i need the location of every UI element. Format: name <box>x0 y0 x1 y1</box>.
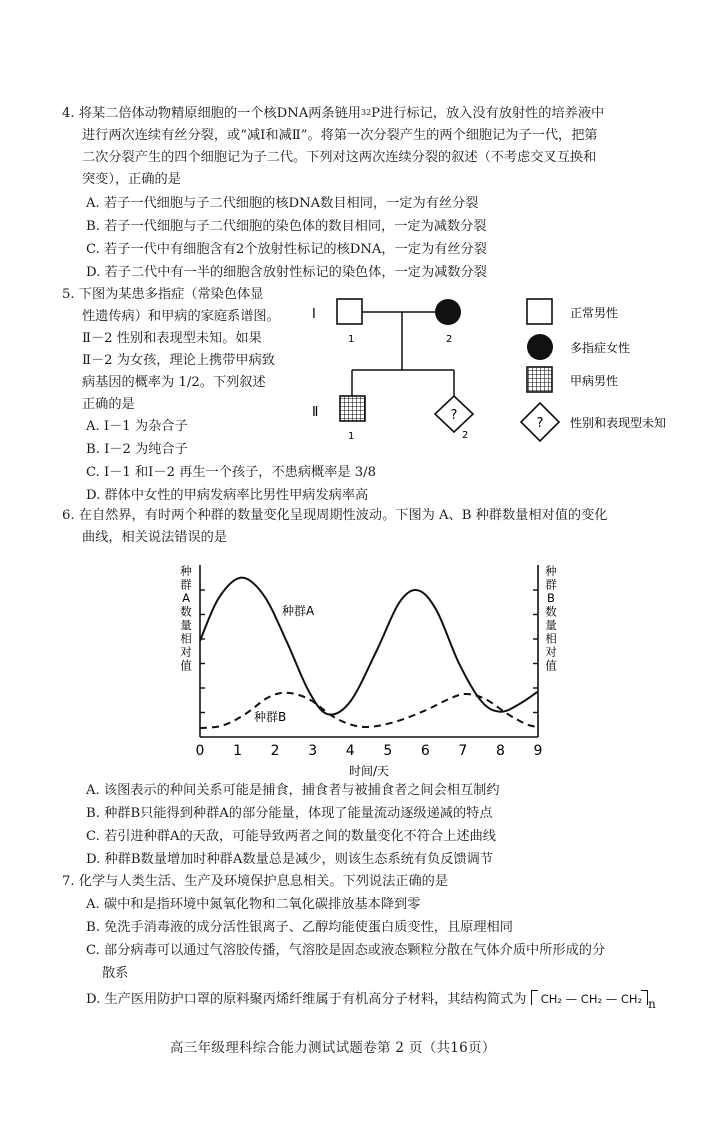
y-axis-label-char: 值 <box>180 658 192 673</box>
y-axis-label-left <box>180 564 192 673</box>
x-tick-label: 0 <box>195 743 205 759</box>
q5-option-b: B. Ⅰ－2 为纯合子 <box>86 442 188 457</box>
q7-line1: 7. 化学与人类生活、生产及环境保护息息相关。下列说法正确的是 <box>62 874 449 889</box>
y-axis-label-char: 对 <box>545 645 557 659</box>
legend-affected-male-icon <box>527 367 552 392</box>
y-axis-label-char: 数 <box>545 604 557 619</box>
pedigree-i1-normal-male <box>337 299 362 324</box>
legend-affected-male: 甲病男性 <box>570 374 619 388</box>
q4-line2: 进行两次连续有丝分裂，或“减Ⅰ和减Ⅱ”。将第一次分裂产生的两个细胞记为子一代，把第 <box>82 128 598 143</box>
q7-option-c-line2: 散系 <box>102 966 129 981</box>
q5-line4: Ⅱ－2 为女孩，理论上携带甲病致 <box>82 353 275 368</box>
y-axis-label-char: 种 <box>180 564 192 578</box>
q4-option-c: C. 若子一代中有细胞含有2个放射性标记的核DNA，一定为有丝分裂 <box>86 242 487 257</box>
legend-affected-female: 多指症女性 <box>570 341 631 355</box>
x-tick-label: 9 <box>533 743 543 759</box>
q4-option-b: B. 若子一代细胞与子二代细胞的染色体的数目相同，一定为减数分裂 <box>86 219 487 234</box>
y-axis-label-char: 相 <box>545 631 557 646</box>
q5-line2: 性遗传病）和甲病的家庭系谱图。 <box>82 309 280 324</box>
y-axis-label-char: 数 <box>180 604 192 619</box>
x-tick-label: 1 <box>233 743 243 759</box>
legend-normal-male: 正常男性 <box>570 306 619 320</box>
x-tick-label: 4 <box>345 743 355 759</box>
q4-option-a: A. 若子一代细胞与子二代细胞的核DNA数目相同，一定为有丝分裂 <box>86 196 479 211</box>
pedigree-i2-number: 2 <box>446 334 453 345</box>
x-tick-label: 5 <box>383 743 393 759</box>
pedigree-ii2-question: ? <box>450 408 458 423</box>
q6-option-a: A. 该图表示的种间关系可能是捕食，捕食者与被捕食者之间会相互制约 <box>86 783 500 798</box>
pedigree-gen1-label: Ⅰ <box>312 307 316 322</box>
y-axis-label-char: 群 <box>545 577 557 592</box>
pedigree-i1-number: 1 <box>348 334 355 345</box>
q6-line2: 曲线，相关说法错误的是 <box>82 530 228 545</box>
legend-affected-female-icon <box>527 334 553 360</box>
y-axis-label-char: 值 <box>545 658 557 673</box>
x-tick-label: 8 <box>495 743 505 759</box>
pedigree-ii2-number: 2 <box>462 430 469 441</box>
q5-line5: 病基因的概率为 1/2。下列叙述 <box>82 375 266 390</box>
y-axis-label-char: 种 <box>545 564 557 578</box>
population-chart <box>170 555 560 785</box>
legend-normal-male-icon <box>527 299 552 324</box>
x-tick-label: 3 <box>308 743 318 759</box>
y-axis-label-char: 对 <box>180 645 192 659</box>
pedigree-ii1-number: 1 <box>348 431 355 442</box>
y-axis-label-char: 量 <box>180 618 192 632</box>
q5-option-a: A. Ⅰ－1 为杂合子 <box>86 419 188 434</box>
pedigree-ii1-affected-male <box>340 396 365 421</box>
q4-option-d: D. 若子二代中有一半的细胞含放射性标记的染色体，一定为减数分裂 <box>86 265 487 280</box>
series-a-label: 种群A <box>282 604 315 618</box>
series-b-line <box>200 693 538 728</box>
q7-option-b: B. 免洗手消毒液的成分活性银离子、乙醇均能使蛋白质变性，且原理相同 <box>86 920 513 935</box>
q7-option-c-line1: C. 部分病毒可以通过气溶胶传播，气溶胶是固态或液态颗粒分散在气体介质中所形成的分 <box>86 943 606 958</box>
x-tick-labels <box>196 743 543 759</box>
polymer-formula: CH₂ — CH₂ — CH₂ <box>531 988 648 1011</box>
q5-line3: Ⅱ－2 性别和表现型未知。如果 <box>82 331 262 346</box>
y-axis-label-char: 群 <box>180 577 192 592</box>
x-tick-label: 7 <box>458 743 468 759</box>
q5-option-c: C. Ⅰ－1 和Ⅰ－2 再生一个孩子，不患病概率是 3/8 <box>86 465 377 480</box>
q6-option-c: C. 若引进种群A的天敌，可能导致两者之间的数量变化不符合上述曲线 <box>86 829 496 844</box>
x-axis-label: 时间/天 <box>348 764 390 778</box>
pedigree-gen2-label: Ⅱ <box>312 405 319 420</box>
q5-line1: 5. 下图为某患多指症（常染色体显 <box>62 287 264 302</box>
y-axis-label-right <box>545 564 557 673</box>
q7-option-a: A. 碳中和是指环境中氮氧化物和二氧化碳排放基本降到零 <box>86 897 421 912</box>
y-axis-label-char: A <box>182 591 190 605</box>
q6-option-b: B. 种群B只能得到种群A的部分能量，体现了能量流动逐级递减的特点 <box>86 806 493 821</box>
y-axis-label-char: B <box>547 591 555 605</box>
q5-line6: 正确的是 <box>82 397 135 412</box>
q7-option-d: D. 生产医用防护口罩的原料聚丙烯纤维属于有机高分子材料，其结构简式为 CH₂ — CH₂ — CH₂ n <box>86 988 656 1012</box>
pedigree-diagram <box>300 290 680 455</box>
q6-line1: 6. 在自然界，有时两个种群的数量变化呈现周期性波动。下图为 A、B 种群数量相对值的变化 <box>62 508 608 523</box>
q4-line3: 二次分裂产生的四个细胞记为子二代。下列对这两次连续分裂的叙述（不考虑交叉互换和 <box>82 150 597 165</box>
q5-option-d: D. 群体中女性的甲病发病率比男性甲病发病率高 <box>86 488 369 503</box>
legend-unknown-question: ? <box>536 416 544 431</box>
x-tick-label: 6 <box>420 743 430 759</box>
q6-option-d: D. 种群B数量增加时种群A数量总是减少，则该生态系统有负反馈调节 <box>86 852 493 867</box>
x-tick-label: 2 <box>270 743 280 759</box>
page-footer: 高三年级理科综合能力测试试题卷第 2 页（共16页） <box>170 1040 496 1056</box>
series-a-line <box>200 578 538 715</box>
q4-line4: 突变），正确的是 <box>82 172 181 187</box>
q4-line1: 4. 将某二倍体动物精原细胞的一个核DNA两条链用$^{32}$P进行标记，放入没有放射性的培养液中 <box>62 106 605 121</box>
series-b-label: 种群B <box>254 710 287 724</box>
y-axis-label-char: 相 <box>180 631 192 646</box>
legend-unknown: 性别和表现型未知 <box>570 416 667 430</box>
y-axis-label-char: 量 <box>545 618 557 632</box>
pedigree-i2-affected-female <box>435 299 461 325</box>
